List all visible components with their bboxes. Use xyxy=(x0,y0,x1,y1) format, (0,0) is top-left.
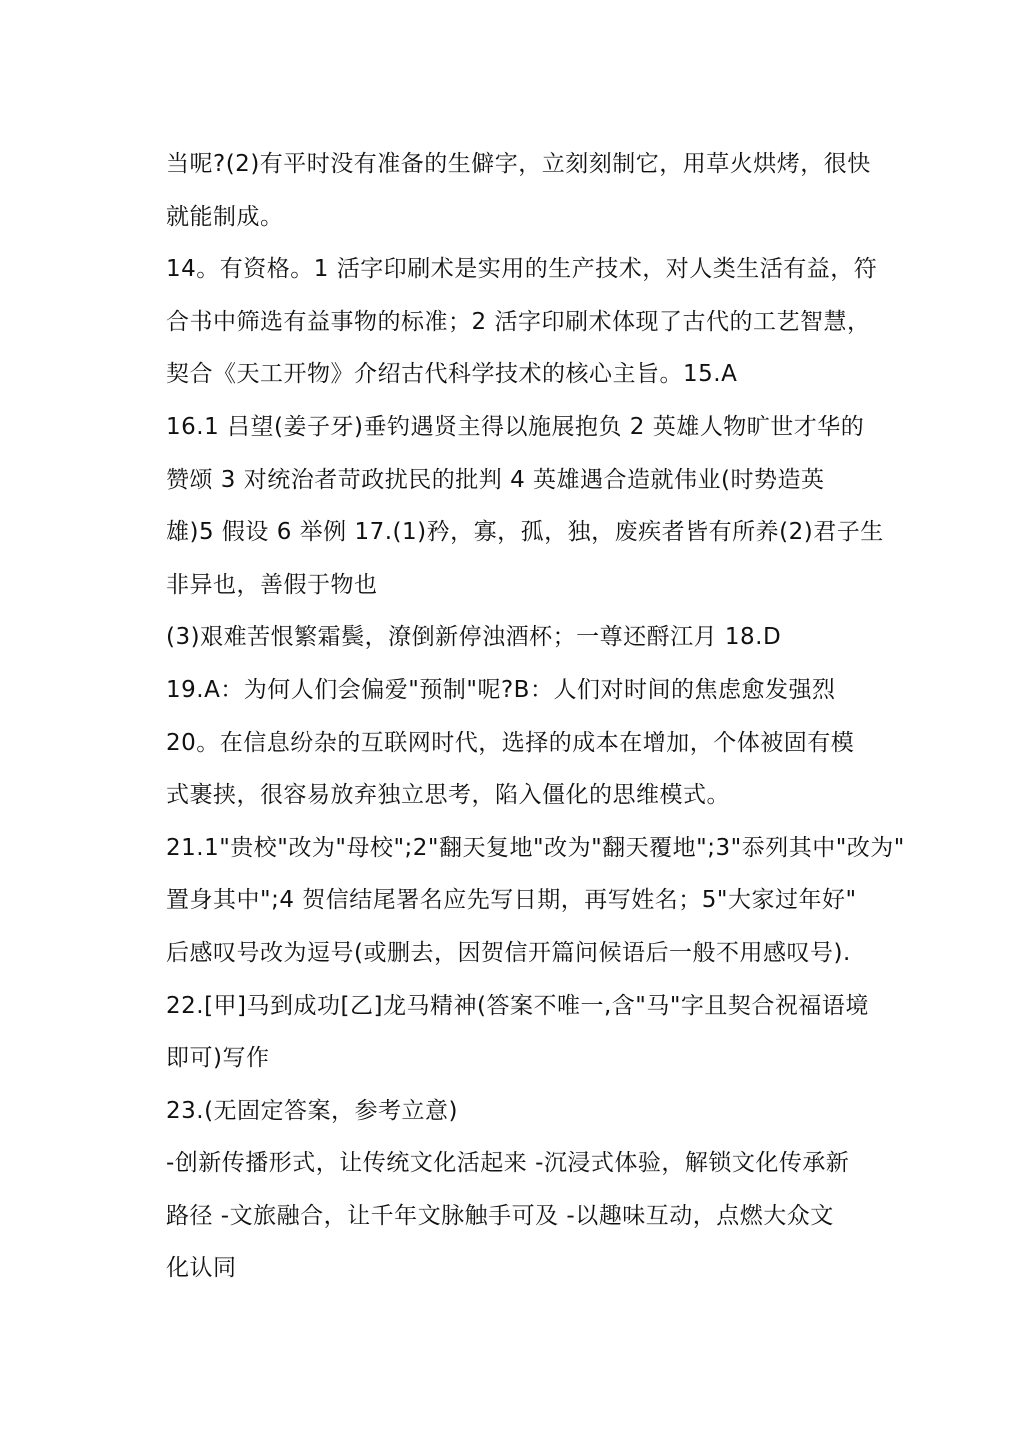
text-line: 赞颂 3 对统治者苛政扰民的批判 4 英雄遇合造就伟业(时势造英 xyxy=(166,466,825,493)
text-line: 19.A：为何人们会偏爱"预制"呢?B：人们对时间的焦虑愈发强烈 xyxy=(166,676,836,703)
text-line: 16.1 吕望(姜子牙)垂钓遇贤主得以施展抱负 2 英雄人物旷世才华的 xyxy=(166,413,865,440)
text-line: 置身其中";4 贺信结尾署名应先写日期，再写姓名；5"大家过年好" xyxy=(166,887,857,914)
text-line: 路径 -文旅融合，让千年文脉触手可及 -以趣味互动，点燃大众文 xyxy=(166,1202,834,1229)
text-line: -创新传播形式，让传统文化活起来 -沉浸式体验，解锁文化传承新 xyxy=(166,1150,850,1177)
answer-document xyxy=(166,138,905,1295)
text-line: 就能制成。 xyxy=(166,203,284,230)
text-line: 当呢?(2)有平时没有准备的生僻字，立刻刻制它，用草火烘烤，很快 xyxy=(166,151,871,177)
text-line: 式裹挟，很容易放弃独立思考，陷入僵化的思维模式。 xyxy=(166,782,730,809)
text-line: 20。在信息纷杂的互联网时代，选择的成本在增加，个体被固有模 xyxy=(166,729,855,756)
text-line: 21.1"贵校"改为"母校";2"翻天复地"改为"翻天覆地";3"忝列其中"改为" xyxy=(166,834,905,861)
text-line: 非异也，善假于物也 xyxy=(166,571,378,598)
text-line: 契合《天工开物》介绍古代科学技术的核心主旨。15.A xyxy=(166,361,738,388)
text-line: 22.[甲]马到成功[乙]龙马精神(答案不唯一,含"马"字且契合祝福语境 xyxy=(166,992,869,1019)
text-line: 化认同 xyxy=(166,1255,237,1282)
text-line: 合书中筛选有益事物的标准；2 活字印刷术体现了古代的工艺智慧， xyxy=(166,308,871,335)
text-line: 雄)5 假设 6 举例 17.(1)矜，寡，孤，独，废疾者皆有所养(2)君子生 xyxy=(166,519,884,546)
text-line: 后感叹号改为逗号(或删去，因贺信开篇问候语后一般不用感叹号). xyxy=(166,939,851,966)
text-line: 23.(无固定答案，参考立意) xyxy=(166,1097,459,1124)
text-line: 即可)写作 xyxy=(166,1045,270,1072)
text-line: (3)艰难苦恨繁霜鬓，潦倒新停浊酒杯；一尊还酹江月 18.D xyxy=(166,624,782,651)
text-line: 14。有资格。1 活字印刷术是实用的生产技术，对人类生活有益，符 xyxy=(166,256,878,283)
